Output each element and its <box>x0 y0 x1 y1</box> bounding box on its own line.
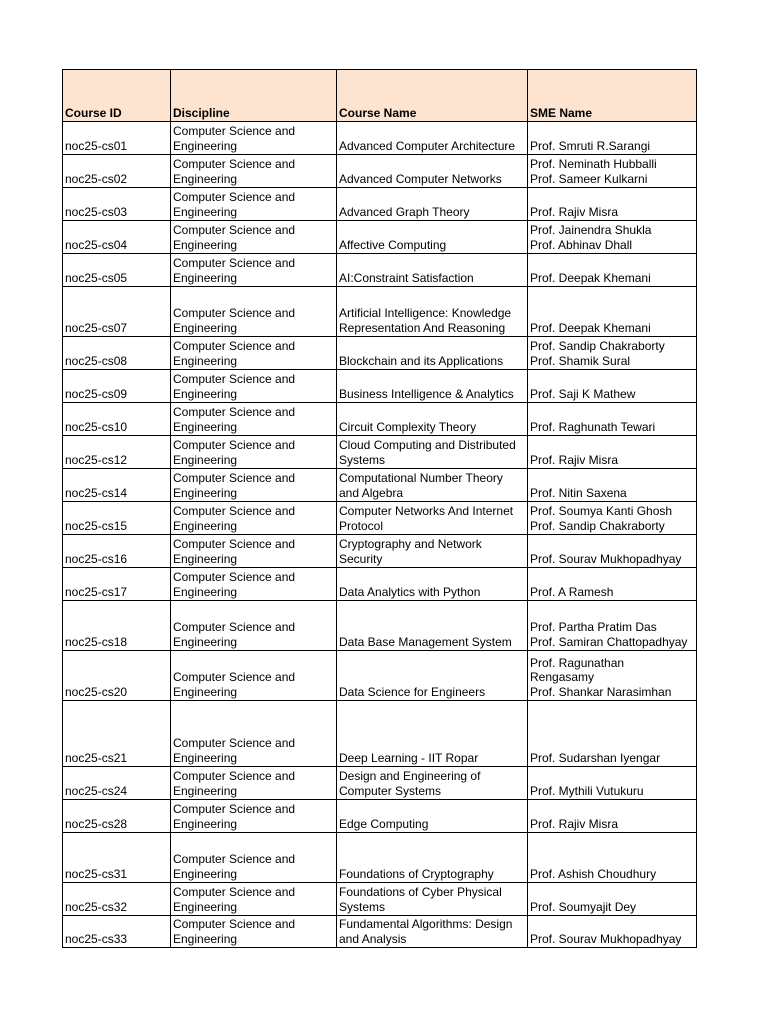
sme-name-cell: Prof. Jainendra Shukla Prof. Abhinav Dhall <box>528 221 697 254</box>
course-id-cell: noc25-cs32 <box>63 883 171 916</box>
sme-name-cell: Prof. Sandip Chakraborty Prof. Shamik Sural <box>528 337 697 370</box>
course-name-cell: Blockchain and its Applications <box>337 337 528 370</box>
table-row <box>63 568 697 601</box>
sme-name-cell: Prof. Saji K Mathew <box>528 370 697 403</box>
discipline-cell: Computer Science and Engineering <box>171 436 337 469</box>
discipline-cell: Computer Science and Engineering <box>171 502 337 535</box>
discipline-cell: Computer Science and Engineering <box>171 337 337 370</box>
header-discipline: Discipline <box>171 70 337 122</box>
table-row <box>63 436 697 469</box>
discipline-cell: Computer Science and Engineering <box>171 767 337 800</box>
course-name-cell: Foundations of Cryptography <box>337 833 528 883</box>
course-id-cell: noc25-cs31 <box>63 833 171 883</box>
course-id-cell: noc25-cs12 <box>63 436 171 469</box>
course-name-cell: Computational Number Theory and Algebra <box>337 469 528 502</box>
discipline-cell: Computer Science and Engineering <box>171 568 337 601</box>
sme-name-cell: Prof. Raghunath Tewari <box>528 403 697 436</box>
course-name-cell: Data Base Management System <box>337 601 528 651</box>
course-id-cell: noc25-cs20 <box>63 651 171 701</box>
course-name-cell: Fundamental Algorithms: Design and Analysis <box>337 916 528 948</box>
sme-name-cell: Prof. Rajiv Misra <box>528 188 697 221</box>
table-row <box>63 800 697 833</box>
course-name-cell: Design and Engineering of Computer Systems <box>337 767 528 800</box>
course-id-cell: noc25-cs14 <box>63 469 171 502</box>
course-name-cell: AI:Constraint Satisfaction <box>337 254 528 287</box>
sme-name-cell: Prof. Sourav Mukhopadhyay <box>528 916 697 948</box>
header-row <box>63 70 697 122</box>
sme-name-cell: Prof. Nitin Saxena <box>528 469 697 502</box>
course-id-cell: noc25-cs16 <box>63 535 171 568</box>
table-row <box>63 601 697 651</box>
table-row <box>63 883 697 916</box>
course-name-cell: Cryptography and Network Security <box>337 535 528 568</box>
discipline-cell: Computer Science and Engineering <box>171 122 337 155</box>
discipline-cell: Computer Science and Engineering <box>171 800 337 833</box>
header-sme-name: SME Name <box>528 70 697 122</box>
course-name-cell: Data Science for Engineers <box>337 651 528 701</box>
sme-name-cell: Prof. Sourav Mukhopadhyay <box>528 535 697 568</box>
sme-name-cell: Prof. A Ramesh <box>528 568 697 601</box>
discipline-cell: Computer Science and Engineering <box>171 916 337 948</box>
table-row <box>63 254 697 287</box>
course-name-cell: Advanced Graph Theory <box>337 188 528 221</box>
course-name-cell: Foundations of Cyber Physical Systems <box>337 883 528 916</box>
discipline-cell: Computer Science and Engineering <box>171 651 337 701</box>
discipline-cell: Computer Science and Engineering <box>171 221 337 254</box>
course-id-cell: noc25-cs33 <box>63 916 171 948</box>
course-id-cell: noc25-cs01 <box>63 122 171 155</box>
course-id-cell: noc25-cs09 <box>63 370 171 403</box>
sme-name-cell: Prof. Ragunathan Rengasamy Prof. Shankar Narasimhan <box>528 651 697 701</box>
course-id-cell: noc25-cs18 <box>63 601 171 651</box>
table-row <box>63 155 697 188</box>
course-id-cell: noc25-cs03 <box>63 188 171 221</box>
course-name-cell: Advanced Computer Networks <box>337 155 528 188</box>
course-name-cell: Advanced Computer Architecture <box>337 122 528 155</box>
course-name-cell: Affective Computing <box>337 221 528 254</box>
table-row <box>63 651 697 701</box>
course-id-cell: noc25-cs28 <box>63 800 171 833</box>
table-body <box>63 122 697 948</box>
course-id-cell: noc25-cs08 <box>63 337 171 370</box>
sme-name-cell: Prof. Deepak Khemani <box>528 254 697 287</box>
course-name-cell: Deep Learning - IIT Ropar <box>337 701 528 767</box>
course-name-cell: Business Intelligence & Analytics <box>337 370 528 403</box>
table-row <box>63 535 697 568</box>
discipline-cell: Computer Science and Engineering <box>171 188 337 221</box>
table-row <box>63 403 697 436</box>
sme-name-cell: Prof. Ashish Choudhury <box>528 833 697 883</box>
discipline-cell: Computer Science and Engineering <box>171 403 337 436</box>
course-id-cell: noc25-cs05 <box>63 254 171 287</box>
discipline-cell: Computer Science and Engineering <box>171 155 337 188</box>
course-id-cell: noc25-cs02 <box>63 155 171 188</box>
discipline-cell: Computer Science and Engineering <box>171 701 337 767</box>
course-id-cell: noc25-cs10 <box>63 403 171 436</box>
header-course-id: Course ID <box>63 70 171 122</box>
sme-name-cell: Prof. Rajiv Misra <box>528 800 697 833</box>
table-row <box>63 833 697 883</box>
course-id-cell: noc25-cs21 <box>63 701 171 767</box>
course-id-cell: noc25-cs17 <box>63 568 171 601</box>
table-row <box>63 188 697 221</box>
table-row <box>63 370 697 403</box>
discipline-cell: Computer Science and Engineering <box>171 883 337 916</box>
sme-name-cell: Prof. Deepak Khemani <box>528 287 697 337</box>
table-row <box>63 502 697 535</box>
table-row <box>63 767 697 800</box>
course-name-cell: Cloud Computing and Distributed Systems <box>337 436 528 469</box>
discipline-cell: Computer Science and Engineering <box>171 287 337 337</box>
course-table <box>62 69 697 948</box>
course-name-cell: Artificial Intelligence: Knowledge Representation And Reasoning <box>337 287 528 337</box>
sme-name-cell: Prof. Neminath Hubballi Prof. Sameer Kulkarni <box>528 155 697 188</box>
course-id-cell: noc25-cs04 <box>63 221 171 254</box>
course-name-cell: Circuit Complexity Theory <box>337 403 528 436</box>
course-name-cell: Data Analytics with Python <box>337 568 528 601</box>
sme-name-cell: Prof. Sudarshan Iyengar <box>528 701 697 767</box>
header-course-name: Course Name <box>337 70 528 122</box>
course-id-cell: noc25-cs24 <box>63 767 171 800</box>
course-id-cell: noc25-cs15 <box>63 502 171 535</box>
table-row <box>63 287 697 337</box>
discipline-cell: Computer Science and Engineering <box>171 254 337 287</box>
discipline-cell: Computer Science and Engineering <box>171 833 337 883</box>
table-row <box>63 916 697 948</box>
sme-name-cell: Prof. Partha Pratim Das Prof. Samiran Chattopadhyay <box>528 601 697 651</box>
discipline-cell: Computer Science and Engineering <box>171 370 337 403</box>
table-row <box>63 337 697 370</box>
course-name-cell: Computer Networks And Internet Protocol <box>337 502 528 535</box>
discipline-cell: Computer Science and Engineering <box>171 469 337 502</box>
sme-name-cell: Prof. Mythili Vutukuru <box>528 767 697 800</box>
discipline-cell: Computer Science and Engineering <box>171 601 337 651</box>
table-row <box>63 701 697 767</box>
discipline-cell: Computer Science and Engineering <box>171 535 337 568</box>
sme-name-cell: Prof. Rajiv Misra <box>528 436 697 469</box>
table-row <box>63 469 697 502</box>
sme-name-cell: Prof. Soumyajit Dey <box>528 883 697 916</box>
table-row <box>63 122 697 155</box>
sme-name-cell: Prof. Soumya Kanti Ghosh Prof. Sandip Chakraborty <box>528 502 697 535</box>
sme-name-cell: Prof. Smruti R.Sarangi <box>528 122 697 155</box>
course-name-cell: Edge Computing <box>337 800 528 833</box>
course-id-cell: noc25-cs07 <box>63 287 171 337</box>
table-row <box>63 221 697 254</box>
